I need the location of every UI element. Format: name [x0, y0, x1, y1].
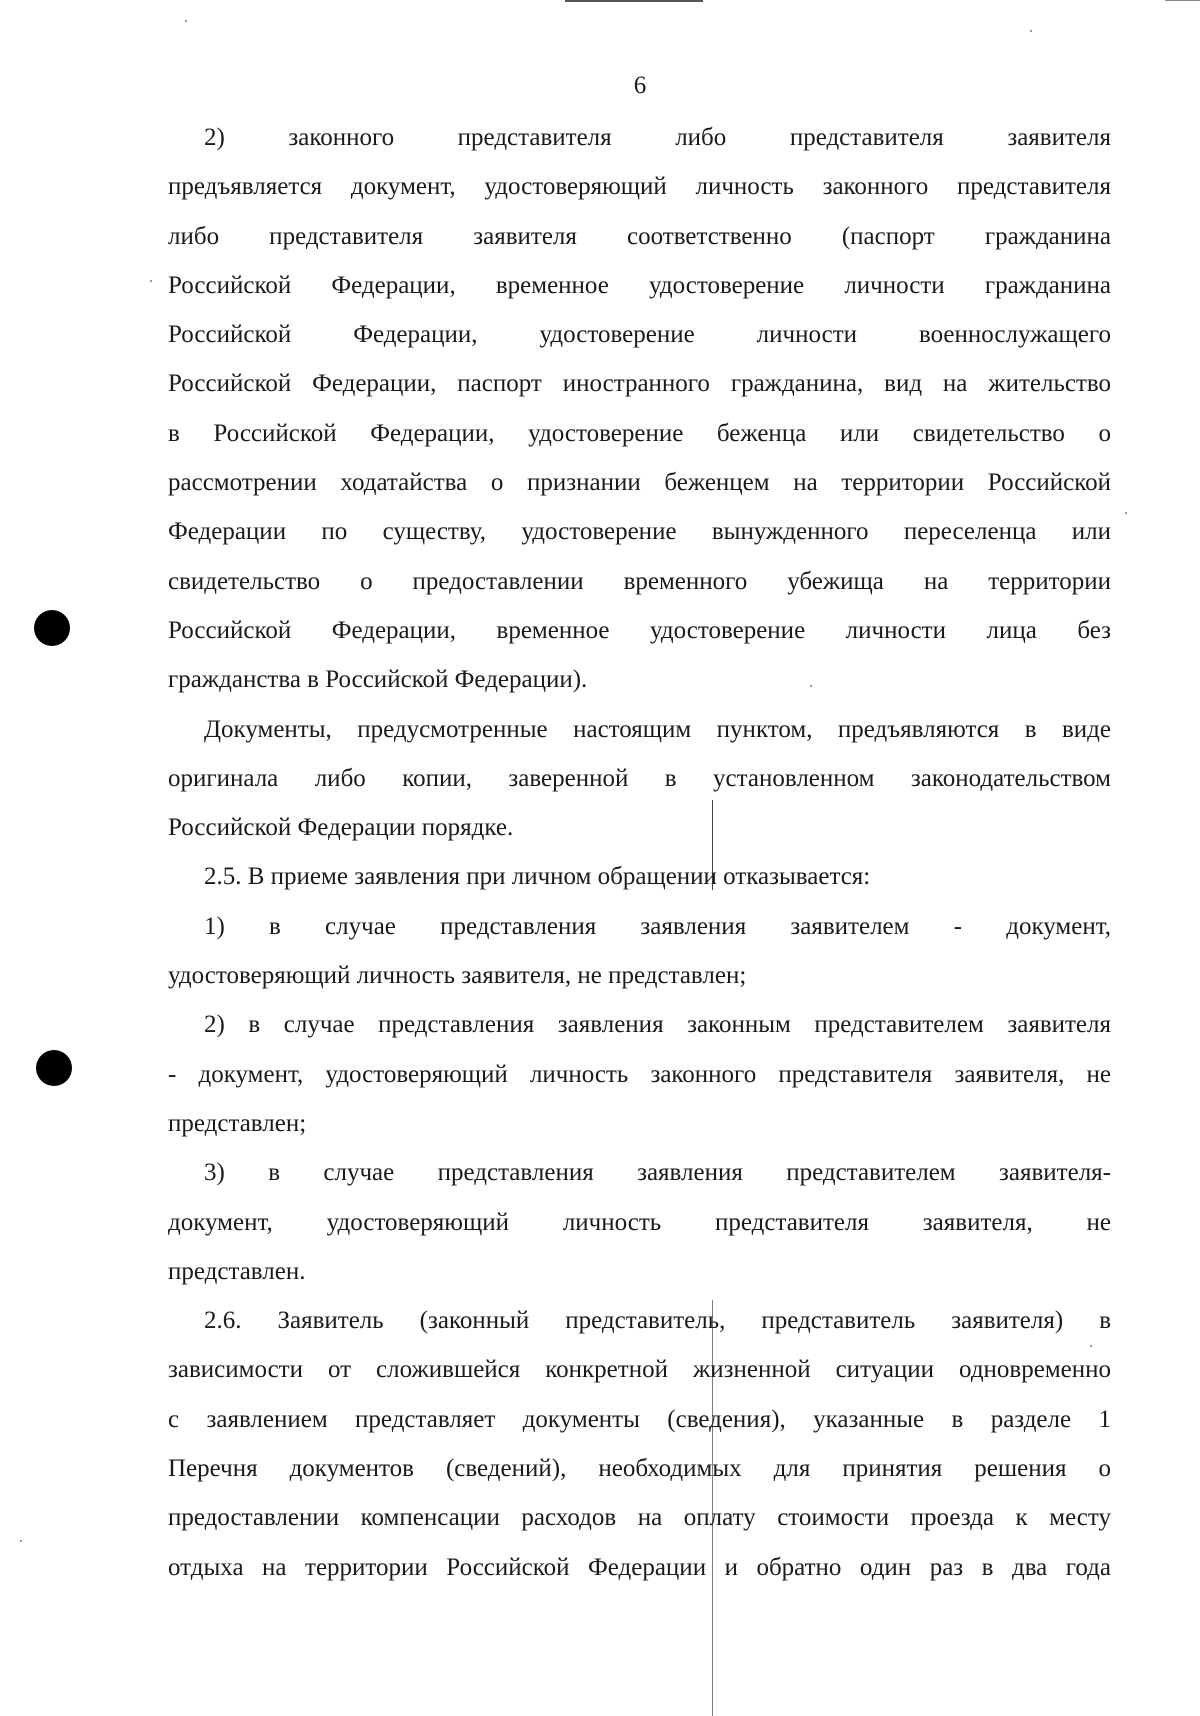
text-line: оригинала либо копии, заверенной в установленном законодательством [168, 764, 1111, 792]
scan-speck [150, 280, 152, 282]
page-number: 6 [633, 72, 647, 99]
text-line: либо представителя заявителя соответственно (паспорт гражданина [168, 222, 1111, 250]
scan-speck [1090, 1345, 1092, 1347]
text-line: предъявляется документ, удостоверяющий личность законного представителя [168, 173, 1111, 201]
scan-speck [20, 1540, 22, 1542]
text-line: Российской Федерации, временное удостоверение личности гражданина [168, 271, 1111, 299]
punch-hole [36, 1050, 72, 1086]
text-line: Российской Федерации, временное удостоверение личности лица без [168, 616, 1111, 644]
text-line: Федерации по существу, удостоверение вынужденного переселенца или [168, 518, 1111, 546]
text-line: удостоверяющий личность заявителя, не представлен; [168, 962, 747, 990]
text-line: Документы, предусмотренные настоящим пунктом, предъявляются в виде [204, 715, 1111, 743]
scan-speck [185, 20, 187, 22]
scan-speck [1030, 30, 1032, 32]
text-line: предоставлении компенсации расходов на оплату стоимости проезда к месту [168, 1504, 1111, 1532]
text-line: свидетельство о предоставлении временного убежища на территории [168, 567, 1111, 595]
text-line: с заявлением представляет документы (сведения), указанные в разделе 1 [168, 1405, 1111, 1433]
scan-speck [1125, 512, 1127, 514]
text-line: Российской Федерации, удостоверение личности военнослужащего [168, 321, 1111, 349]
text-line: гражданства в Российской Федерации). [168, 666, 588, 694]
text-line: рассмотрении ходатайства о признании беженцем на территории Российской [168, 469, 1111, 497]
text-line: Перечня документов (сведений), необходимых для принятия решения о [168, 1455, 1111, 1483]
text-line: представлен; [168, 1109, 307, 1137]
scan-speck [810, 685, 812, 687]
text-line: документ, удостоверяющий личность представителя заявителя, не [168, 1208, 1111, 1236]
text-line: - документ, удостоверяющий личность законного представителя заявителя, не [168, 1060, 1111, 1088]
text-line: 1) в случае представления заявления заявителем - документ, [204, 912, 1111, 940]
text-line: 3) в случае представления заявления представителем заявителя- [204, 1159, 1111, 1187]
scan-artifact-line [565, 0, 703, 2]
text-line: 2) в случае представления заявления законным представителем заявителя [204, 1011, 1111, 1039]
text-line: 2.5. В приеме заявления при личном обращении отказывается: [204, 863, 871, 891]
text-line: представлен. [168, 1257, 306, 1285]
text-line: 2) законного представителя либо представителя заявителя [204, 124, 1111, 151]
scan-artifact-line [1165, 0, 1200, 1]
text-line: зависимости от сложившейся конкретной жизненной ситуации одновременно [168, 1356, 1111, 1384]
document-body [168, 113, 1111, 1592]
text-line: в Российской Федерации, удостоверение беженца или свидетельство о [168, 419, 1111, 447]
text-line: отдыха на территории Российской Федерации и обратно один раз в два года [168, 1553, 1111, 1581]
text-line: Российской Федерации порядке. [168, 814, 514, 842]
text-line: Российской Федерации, паспорт иностранного гражданина, вид на жительство [168, 370, 1111, 398]
punch-hole [34, 610, 70, 646]
text-line: 2.6. Заявитель (законный представитель, представитель заявителя) в [204, 1307, 1111, 1335]
